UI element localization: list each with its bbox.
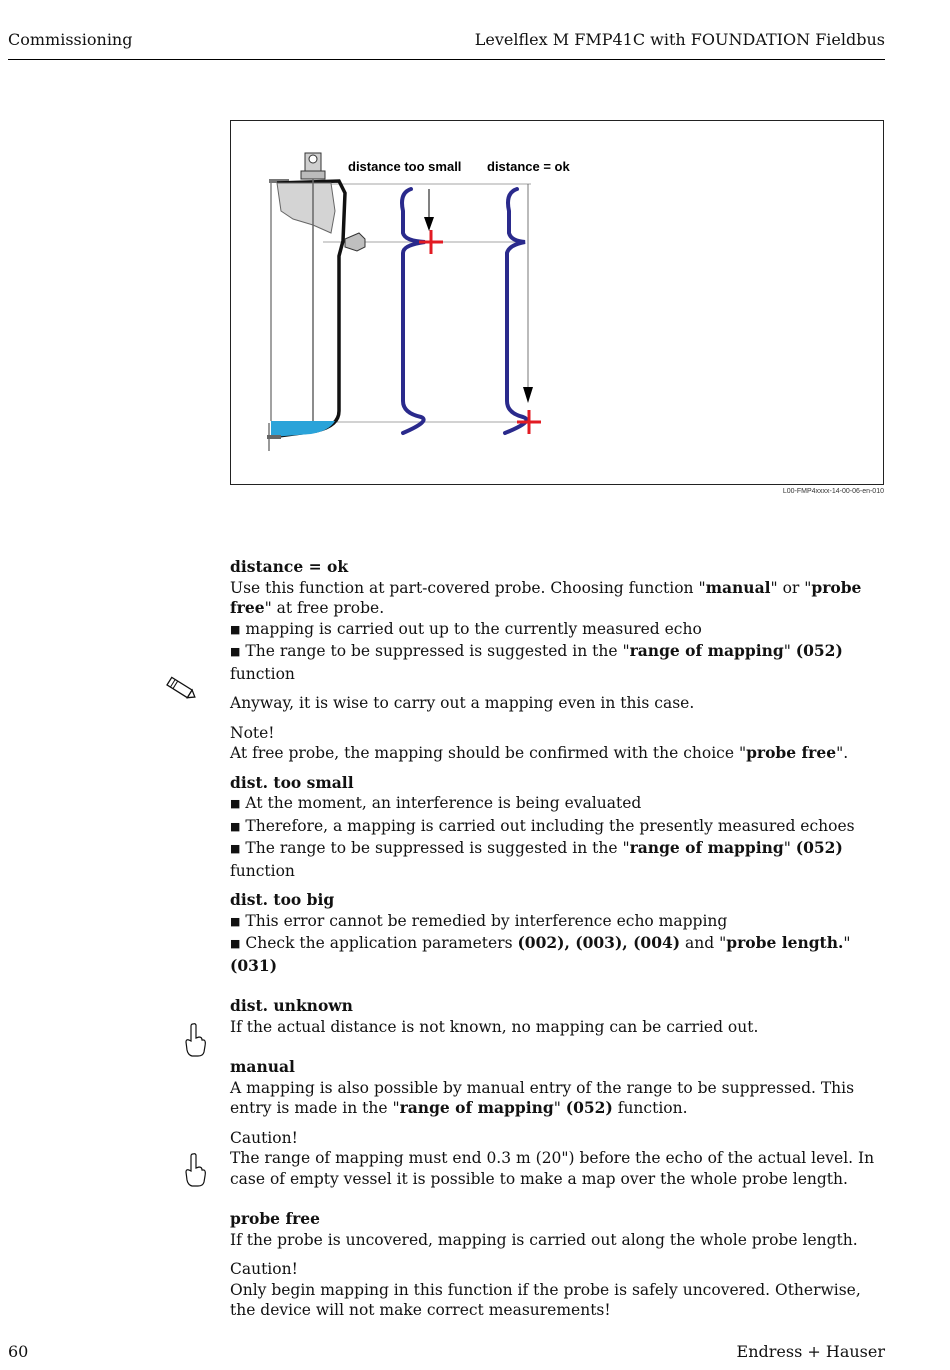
label-distance-too-small: distance too small	[348, 159, 462, 174]
paragraph: If the actual distance is not known, no mapping can be carried out.	[230, 1017, 759, 1036]
tank-icon	[267, 153, 365, 451]
arrow-down-icon	[424, 217, 434, 231]
arrow-down-icon	[523, 387, 533, 403]
section-title-too-small: dist. too small	[230, 772, 354, 792]
header-rule	[8, 59, 885, 60]
hand-pointing-icon	[184, 1152, 208, 1188]
bullet-item: ■ Therefore, a mapping is carried out including the presently measured echoes	[230, 816, 890, 839]
marker-cross-icon	[419, 230, 443, 254]
label-distance-ok: distance = ok	[487, 159, 570, 174]
pencil-icon	[163, 676, 199, 702]
section-title-distance-ok: distance = ok	[230, 557, 349, 576]
echo-curve-too-small	[402, 189, 425, 433]
bullet-item: ■ Check the application parameters (002), (003), (004) and "probe length." (031)	[230, 933, 890, 976]
paragraph: Use this function at part-covered probe. Choosing function "manual" or "probe free" at free probe.	[230, 577, 862, 617]
header-section-title: Commissioning	[8, 30, 133, 49]
section-title-unknown: dist. unknown	[230, 996, 353, 1015]
bullet-item: ■ This error cannot be remedied by interference echo mapping	[230, 911, 890, 934]
footer-brand: Endress + Hauser	[736, 1342, 885, 1361]
caution-text: The range of mapping must end 0.3 m (20") before the echo of the actual level. In case of empty vessel it is possible to make a map over the whole probe length.	[230, 1149, 875, 1188]
caution-text: Only begin mapping in this function if the probe is safely uncovered. Otherwise, the device will not make correct measurements!	[230, 1280, 861, 1319]
note-text: At free probe, the mapping should be confirmed with the choice "probe free".	[230, 743, 849, 762]
body-text	[230, 557, 890, 1321]
marker-cross-icon	[517, 410, 541, 434]
header-document-title: Levelflex M FMP41C with FOUNDATION Fieldbus	[474, 30, 885, 49]
mapping-diagram	[230, 120, 884, 485]
section-title-manual: manual	[230, 1057, 295, 1076]
hand-pointing-icon	[184, 1022, 208, 1058]
section-title-too-big: dist. too big	[230, 890, 335, 909]
page-number: 60	[8, 1342, 29, 1361]
mapping-diagram-graphic	[231, 121, 885, 486]
bullet-item: ■ The range to be suppressed is suggested in the "range of mapping" (052) function	[230, 641, 890, 684]
paragraph: If the probe is uncovered, mapping is carried out along the whole probe length.	[230, 1230, 858, 1249]
bullet-item: ■ mapping is carried out up to the currently measured echo	[230, 619, 890, 642]
caution-title: Caution!	[230, 1128, 298, 1147]
echo-curve-ok	[505, 189, 526, 433]
note-title: Note!	[230, 723, 275, 742]
bullet-item: ■ The range to be suppressed is suggested in the "range of mapping" (052) function	[230, 838, 890, 881]
section-title-probe-free: probe free	[230, 1209, 320, 1228]
figure-id: L00-FMP4xxxx-14-00-06-en-010	[782, 488, 884, 495]
paragraph: A mapping is also possible by manual entry of the range to be suppressed. This entry is made in the "range of mapping" (052) function.	[230, 1078, 855, 1117]
paragraph: Anyway, it is wise to carry out a mapping even in this case.	[230, 694, 695, 712]
caution-title: Caution!	[230, 1260, 298, 1278]
bullet-item: ■ At the moment, an interference is being evaluated	[230, 793, 890, 816]
